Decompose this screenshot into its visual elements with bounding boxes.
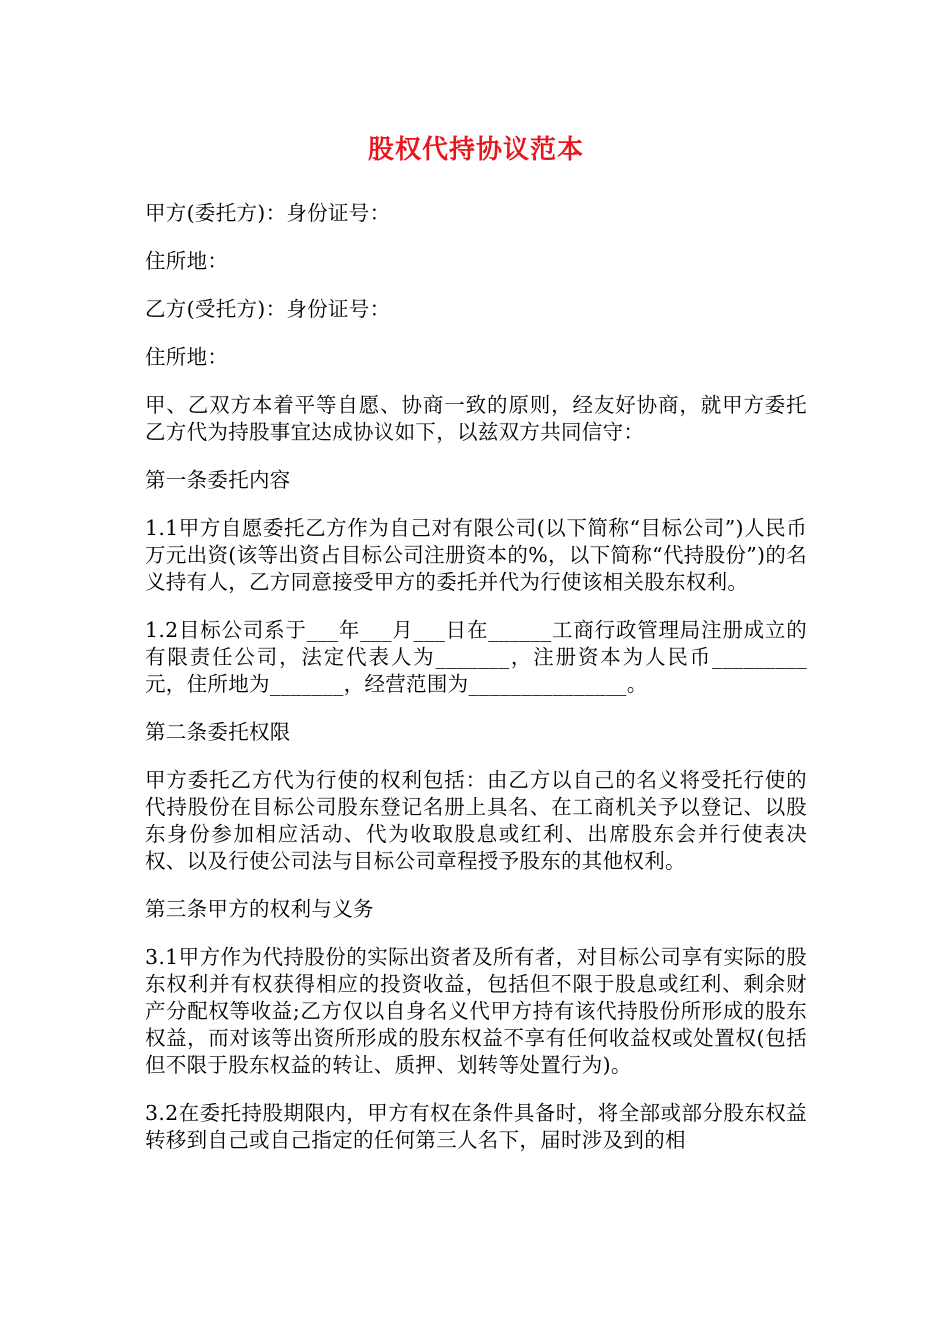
article-3-heading: 第三条甲方的权利与义务 xyxy=(145,897,374,921)
party-b-line: 乙方(受托方)：身份证号： xyxy=(145,297,391,321)
preamble: 甲、乙双方本着平等自愿、协商一致的原则，经友好协商，就甲方委托乙方代为持股事宜达成协议如下，以兹双方共同信守： xyxy=(145,393,807,444)
clause-3-1: 3.1甲方作为代持股份的实际出资者及所有者，对目标公司享有实际的股东权利并有权获得相应的投资收益，包括但不限于股息或红利、剩余财产分配权等收益;乙方仅以自身名义代甲方持有该代持股份所形成的股东权益，而对该等出资所形成的股东权益不享有任何收益权或处置权(包括但不限于股东权益的转让、质押、划转等处置行为)。 xyxy=(145,945,807,1077)
clause-3-2: 3.2在委托持股期限内，甲方有权在条件具备时，将全部或部分股东权益转移到自己或自己指定的任何第三人名下，届时涉及到的相 xyxy=(145,1101,807,1152)
article-1-heading: 第一条委托内容 xyxy=(145,468,291,492)
party-b-address: 住所地： xyxy=(145,345,229,369)
article-2-heading: 第二条委托权限 xyxy=(145,720,291,744)
article-2-body: 甲方委托乙方代为行使的权利包括：由乙方以自己的名义将受托行使的代持股份在目标公司股东登记名册上具名、在工商机关予以登记、以股东身份参加相应活动、代为收取股息或红利、出席股东会并行使表决权、以及行使公司法与目标公司章程授予股东的其他权利。 xyxy=(145,768,807,873)
party-a-line: 甲方(委托方)：身份证号： xyxy=(145,201,391,225)
clause-1-1: 1.1甲方自愿委托乙方作为自己对有限公司(以下简称“目标公司”)人民币万元出资(该等出资占目标公司注册资本的%，以下简称“代持股份”)的名义持有人，乙方同意接受甲方的委托并代为行使该相关股东权利。 xyxy=(145,516,807,594)
party-a-address: 住所地： xyxy=(145,249,229,273)
document-page xyxy=(145,130,807,1175)
document-title: 股权代持协议范本 xyxy=(367,135,584,165)
clause-1-2: 1.2目标公司系于___年___月___日在______工商行政管理局注册成立的有限责任公司，法定代表人为_______，注册资本为人民币_________元，住所地为_______，经营范围为_______________。 xyxy=(145,618,807,696)
